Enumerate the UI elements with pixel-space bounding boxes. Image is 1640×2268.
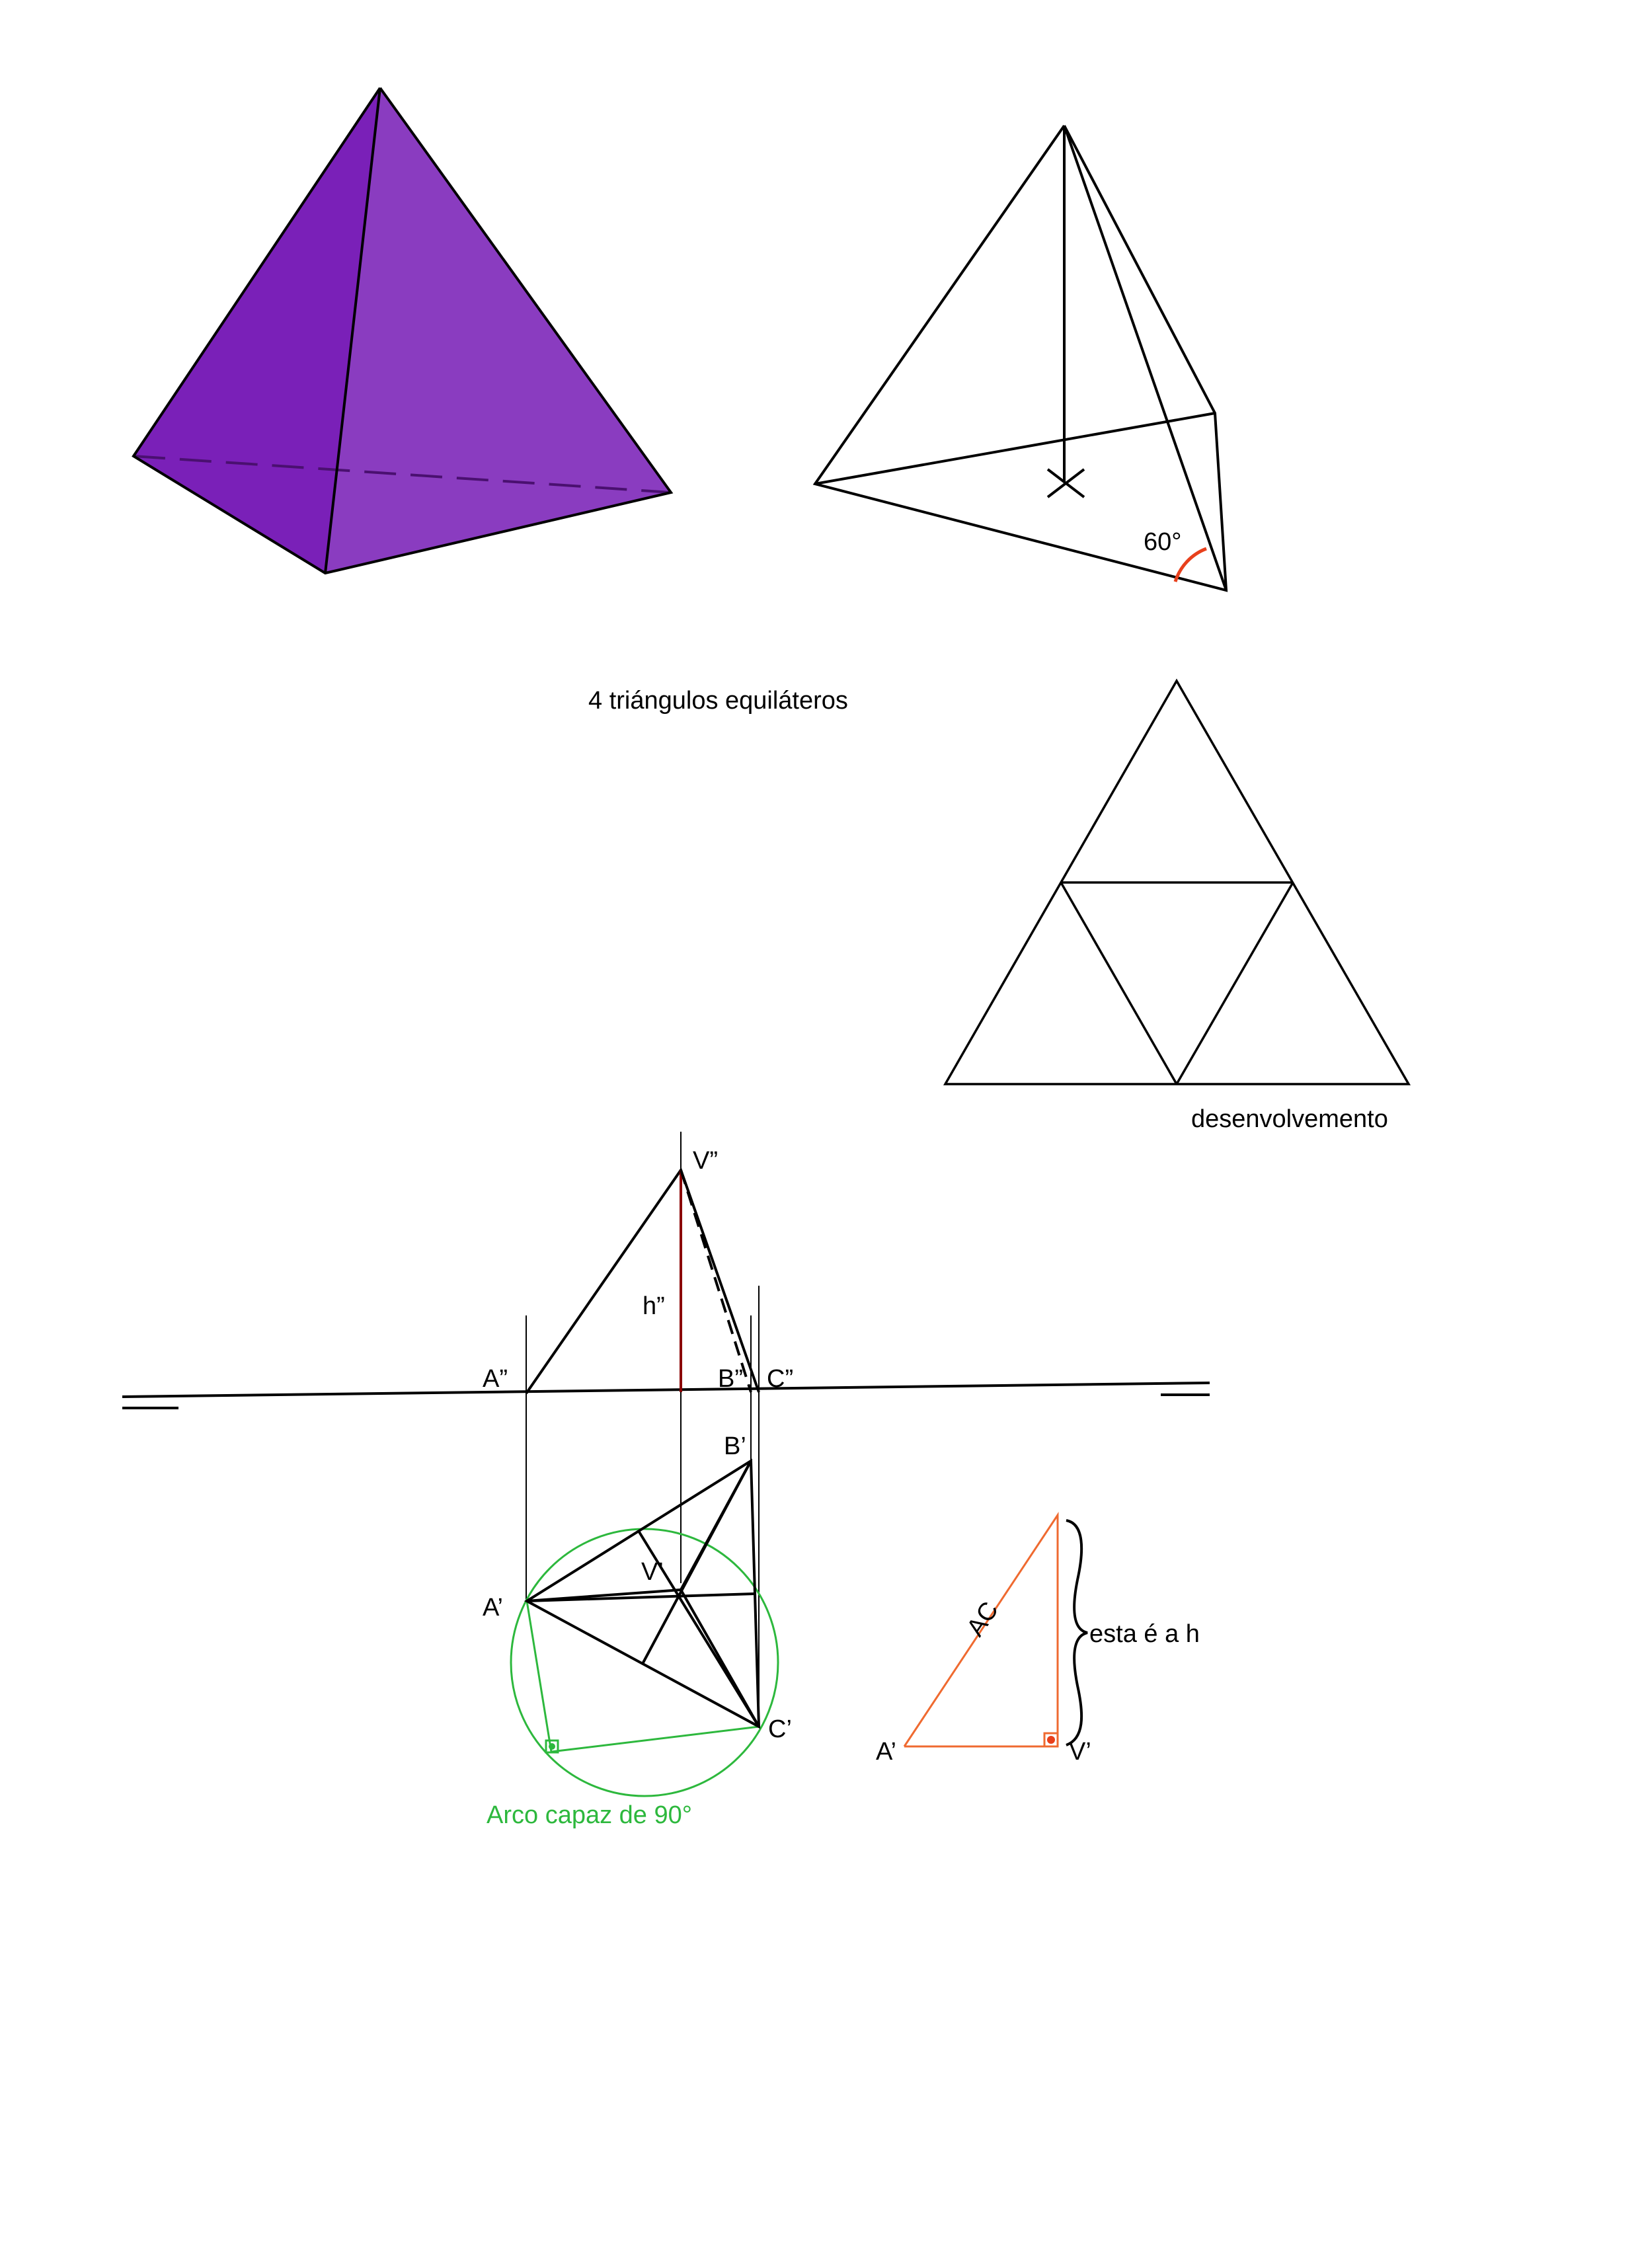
tetra-caption: 4 triángulos equiláteros — [588, 687, 848, 715]
label-v-true: V’ — [1069, 1738, 1091, 1766]
wireframe-tetrahedron — [815, 126, 1226, 590]
ground-line — [122, 1383, 1210, 1408]
label-a-plan: A’ — [483, 1594, 503, 1622]
label-c-plan: C’ — [768, 1715, 792, 1743]
label-b-elevation: B” — [718, 1365, 743, 1393]
height-brace — [1066, 1520, 1087, 1745]
plan-view — [527, 1461, 759, 1727]
label-a-true: A’ — [876, 1738, 896, 1766]
label-v-elevation: V” — [693, 1147, 718, 1175]
h-note: esta é a h — [1089, 1620, 1200, 1648]
elevation-view — [526, 1170, 759, 1393]
right-angle-dot-orange — [1047, 1736, 1055, 1744]
face-right — [325, 88, 671, 573]
label-ac: AC — [961, 1596, 1004, 1642]
net-caption: desenvolvemento — [1191, 1105, 1388, 1133]
arc-caption: Arco capaz de 90° — [487, 1801, 692, 1829]
angle-label: 60° — [1144, 528, 1182, 556]
right-angle-dot-green — [549, 1743, 555, 1750]
label-b-plan: B’ — [724, 1432, 746, 1460]
solid-tetrahedron — [134, 88, 671, 573]
label-c-elevation: C” — [767, 1365, 794, 1393]
label-a-elevation: A” — [483, 1365, 508, 1393]
label-v-plan: V’ — [641, 1558, 664, 1586]
label-h-elevation: h” — [643, 1292, 665, 1320]
projection-lines — [526, 1132, 759, 1727]
arc-capaz-construction — [527, 1601, 759, 1752]
net-diagram — [945, 681, 1409, 1084]
